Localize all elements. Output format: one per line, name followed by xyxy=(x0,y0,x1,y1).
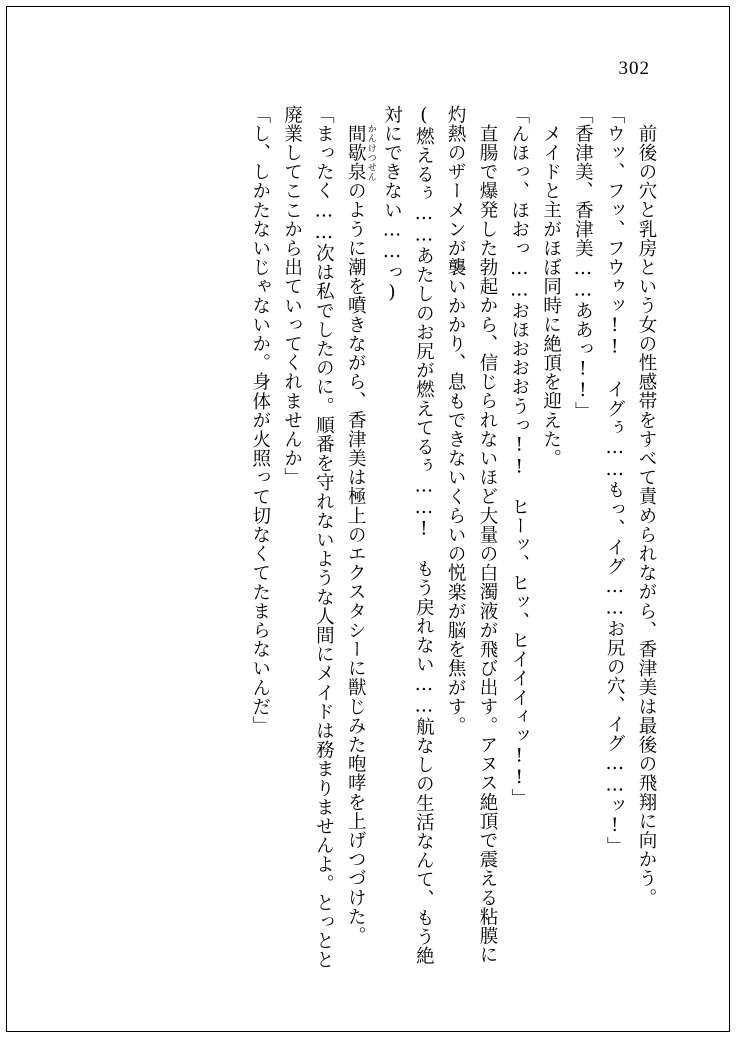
paragraph-with-ruby: 間歇泉 かんけつせんのように潮を噴きながら、香津美は極上のエクスタシーに獣じみた咆哮を上げつづけた。 xyxy=(345,123,376,945)
paragraph: 前後の穴と乳房という女の性感帯をすべて責められながら、香津美は最後の飛翔に向かう。 xyxy=(636,123,657,907)
paragraph: (燃えるぅ……あたしのお尻が燃えてるぅ……! もう戻れない……航なしの生活なんて、もう絶対にできない……っ) xyxy=(381,105,435,966)
paragraph: メイドと主がほぼ同時に絶頂を迎えた。 xyxy=(540,123,562,468)
page-number: 302 xyxy=(618,58,650,79)
paragraph: 直腸で爆発した勃起から、信じられないほど大量の白濁液が飛び出す。アヌス絶頂で震える粘膜に灼熱のザーメンが襲いかかり、息もできないくらいの悦楽が脳を焦がす。 xyxy=(445,105,498,964)
paragraph: 「まったく……次は私でしたのに。順番を守れないような人間にメイドは務まりませんよ。とっとと廃業してここから出ていってくれませんか」 xyxy=(281,105,335,970)
page-body-text xyxy=(74,105,662,975)
paragraph: 「し、しかたないじゃないか。身体が火照って切なくてたまらないんだ」 xyxy=(249,105,271,736)
paragraph: 「んほっ、ほおっ……おほおおおうっ!! ヒーッ、ヒッ、ヒイイイィッ!!」 xyxy=(508,105,530,808)
paragraph: 「ウッ、フッ、フウゥッ!! イグぅ……もっ、イグ……お尻の穴、イグ……ッ!」 xyxy=(604,105,626,856)
paragraph: 「香津美、香津美……ああっ!!」 xyxy=(572,105,594,421)
